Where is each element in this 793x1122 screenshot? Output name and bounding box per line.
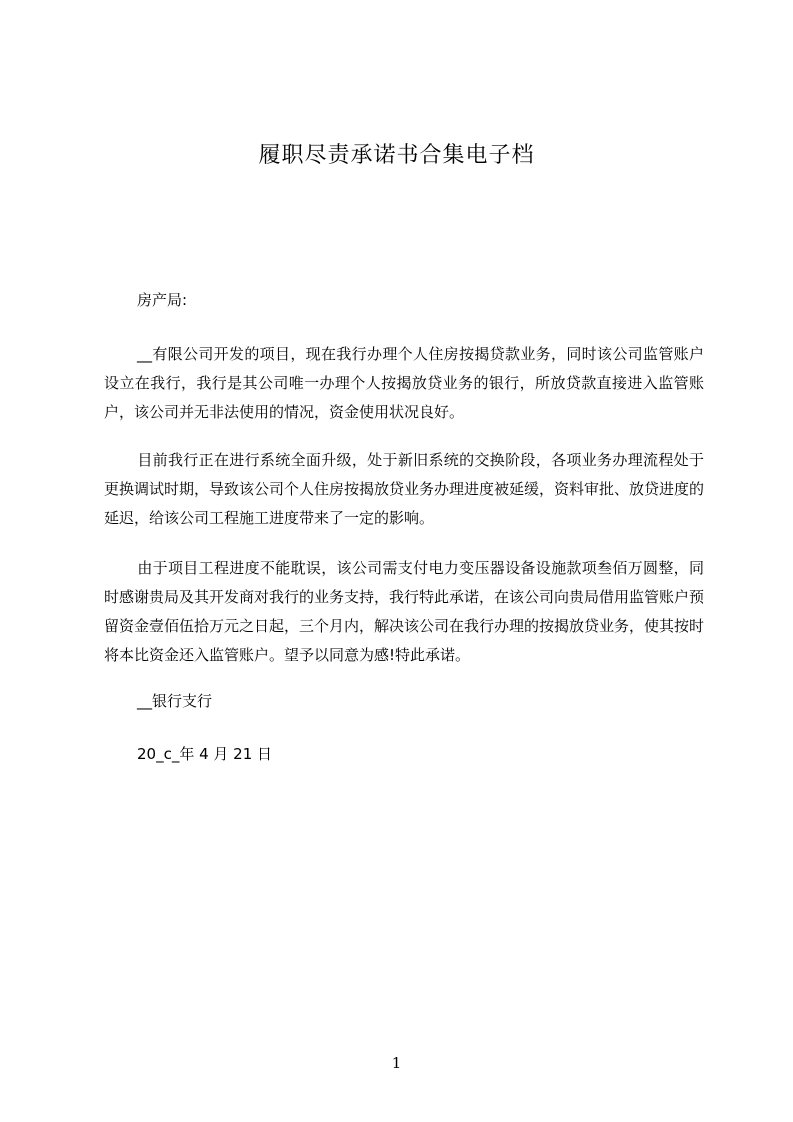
paragraph-3 — [104, 554, 704, 670]
bank-signature: __银行支行 — [137, 692, 213, 710]
paragraph-2 — [104, 446, 704, 533]
signing-date: 20_c_年 4 月 21 日 — [137, 745, 273, 763]
paragraph-1-text: __有限公司开发的项目，现在我行办理个人住房按揭贷款业务，同时该公司监管账户设立在我行，我行是其公司唯一办理个人按揭放贷业务的银行，所放贷款直接进入监管账户，该公司并无非法使用的情况，资金使用状况良好。 — [104, 345, 704, 421]
paragraph-1 — [104, 340, 704, 427]
paragraph-2-text: 目前我行正在进行系统全面升级，处于新旧系统的交换阶段，各项业务办理流程处于更换调试时期，导致该公司个人住房按揭放贷业务办理进度被延缓，资料审批、放贷进度的延迟，给该公司工程施工进度带来了一定的影响。 — [104, 451, 705, 527]
document-title: 履职尽责承诺书合集电子档 — [258, 143, 535, 168]
page-number: 1 — [391, 1054, 402, 1072]
paragraph-3-text: 由于项目工程进度不能耽误，该公司需支付电力变压器设备设施款项叁佰万圆整，同时感谢贵局及其开发商对我行的业务支持，我行特此承诺，在该公司向贵局借用监管账户预留资金壹佰伍拾万元之日起，三个月内，解决该公司在我行办理的按揭放贷业务，使其按时将本比资金还入监管账户。望予以同意为感!特此承诺。 — [104, 559, 705, 664]
salutation: 房产局: — [137, 291, 188, 309]
